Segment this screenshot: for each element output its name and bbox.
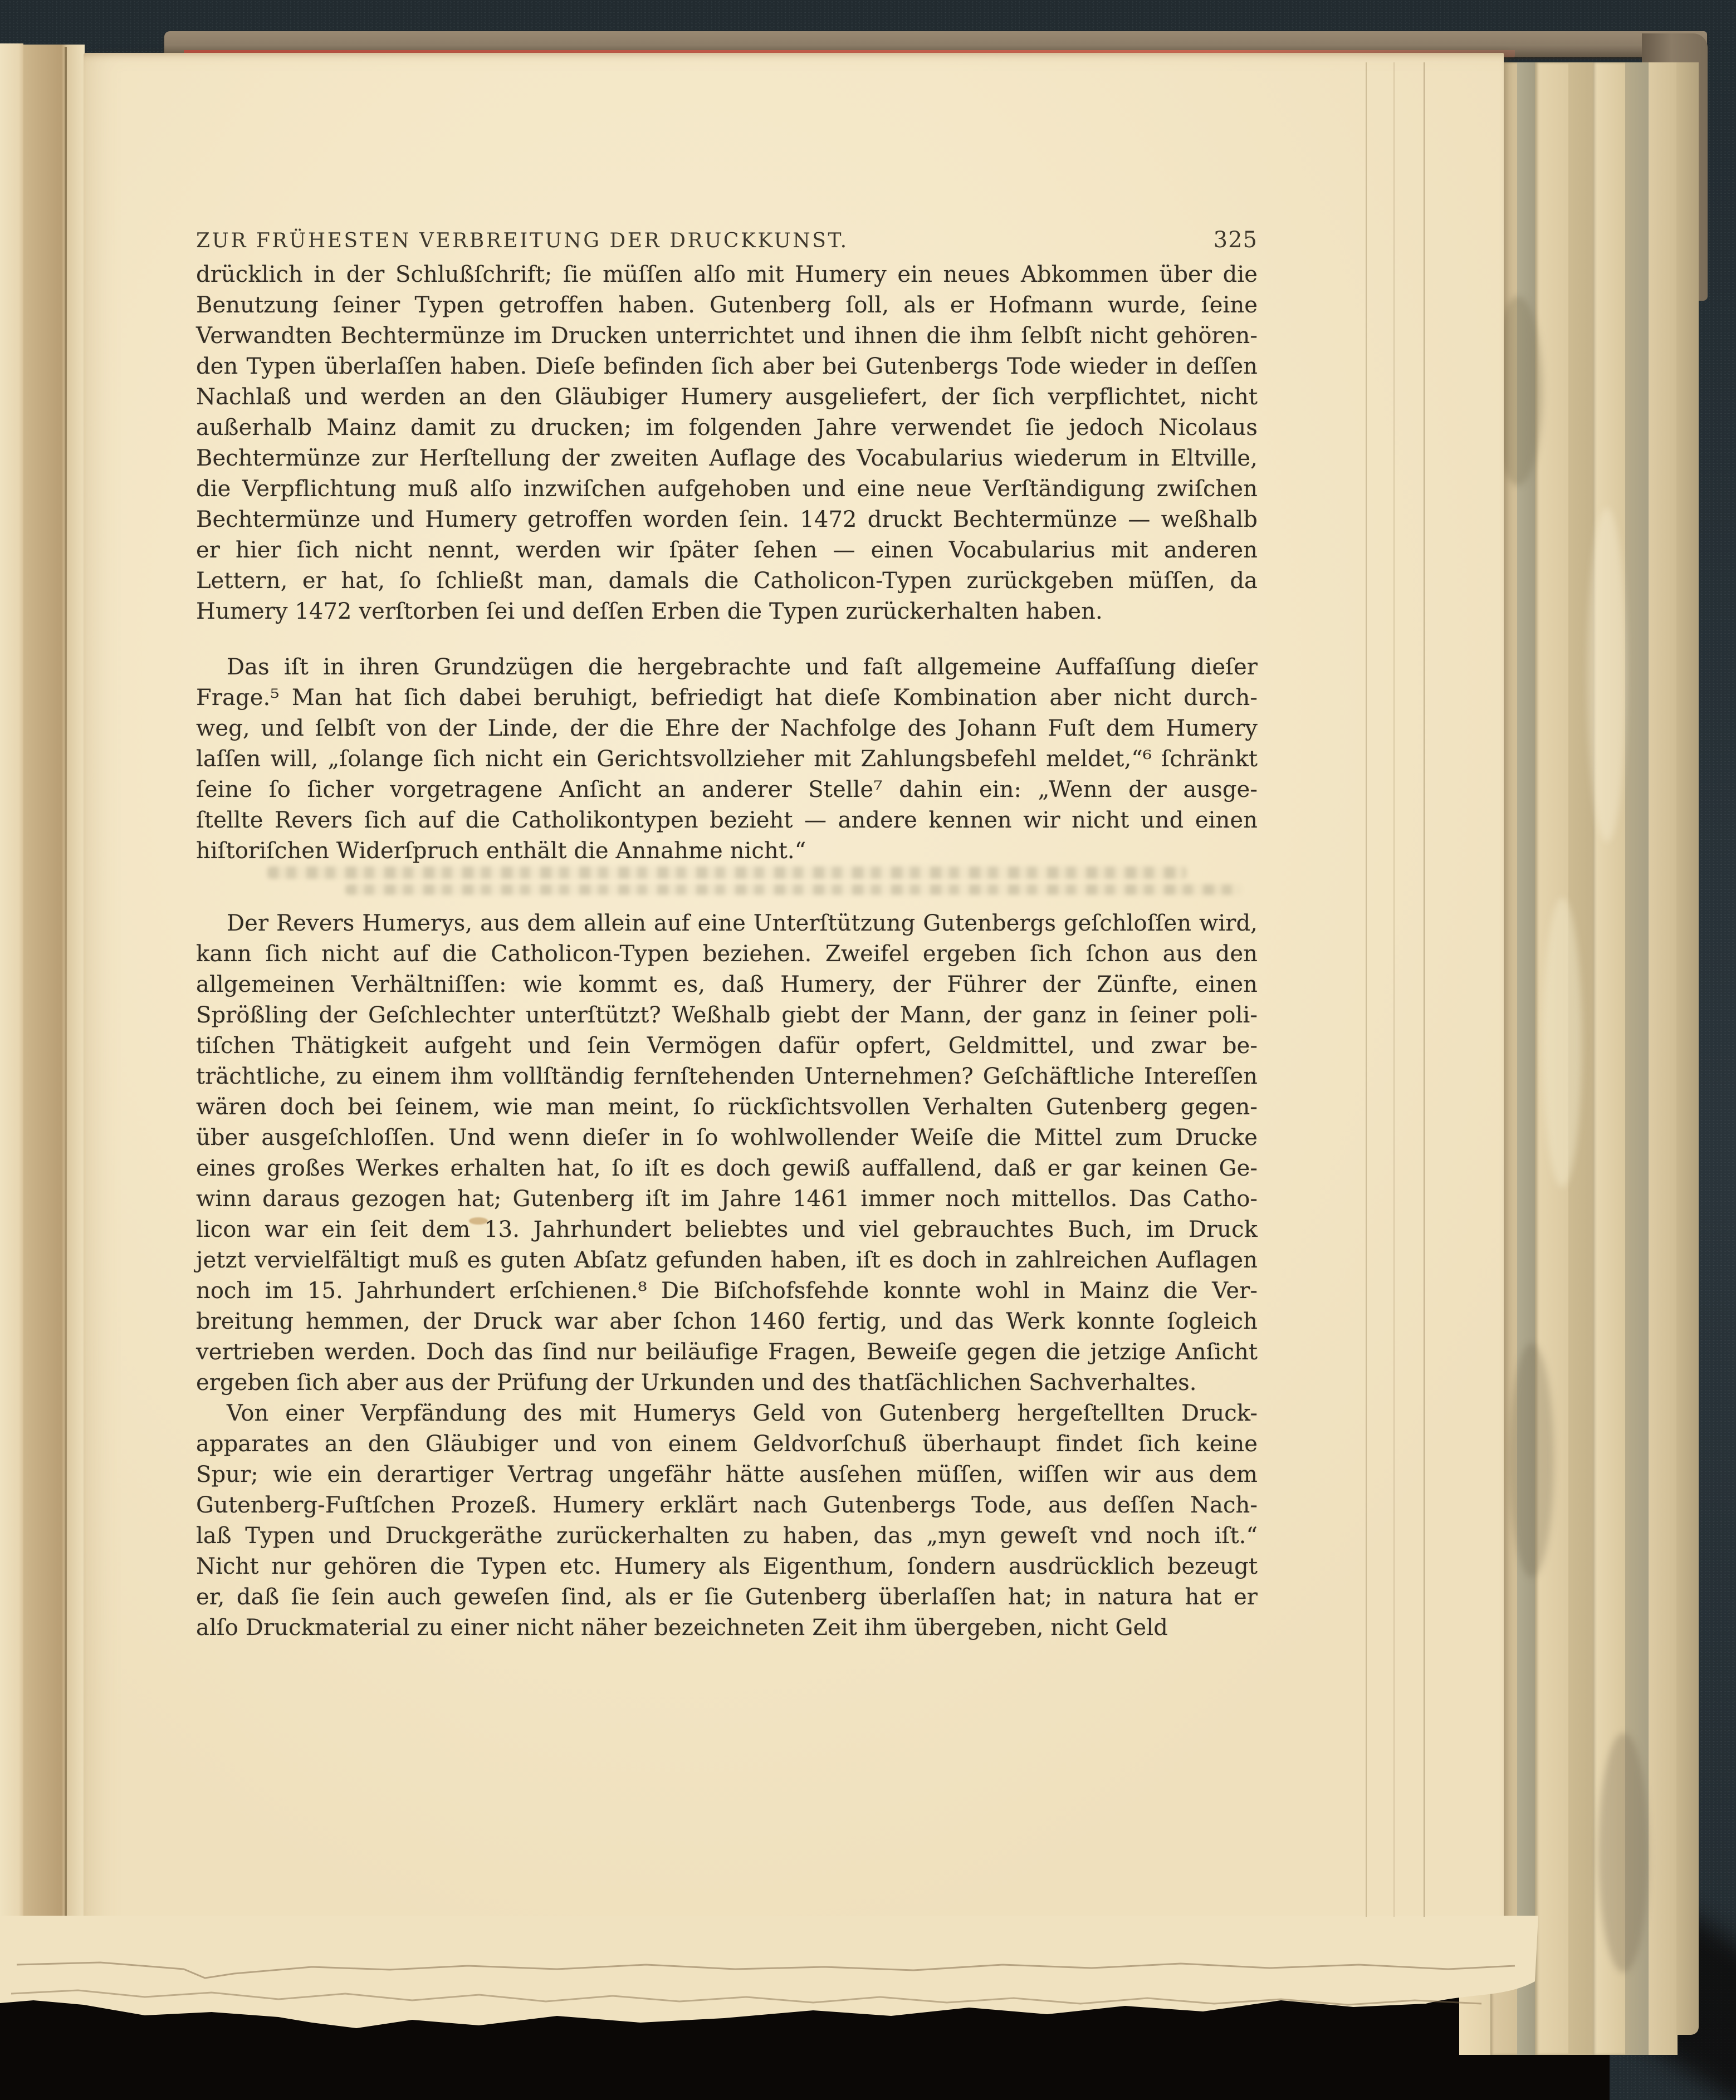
text-line: über ausgeſchloſſen. Und wenn dieſer in ſo wohlwollender Weiſe die Mittel zum Drucke	[196, 1125, 1258, 1151]
text-line: hiſtoriſchen Widerſpruch enthält die Annahme nicht.“	[196, 838, 806, 864]
text-line: weg, und ſelbſt von der Linde, der die Ehre der Nachfolge des Johann Fuſt dem Humery	[196, 716, 1258, 741]
facing-page-sliver	[0, 43, 23, 1995]
text-line: Lettern, er hat, ſo ſchließt man, damals die Catholicon-Typen zurückgeben müſſen, da	[196, 568, 1258, 594]
text-line: kann ſich nicht auf die Catholicon-Typen beziehen. Zweifel ergeben ſich ſchon aus den	[196, 941, 1258, 967]
text-line: noch im 15. Jahrhundert erſchienen.⁸ Die Biſchofsfehde konnte wohl in Mainz die Ver-	[196, 1278, 1258, 1304]
text-line: Benutzung ſeiner Typen getroffen haben. Gutenberg ſoll, als er Hofmann wurde, ſeine	[196, 292, 1258, 318]
paragraph	[196, 652, 1258, 867]
text-line: Das iſt in ihren Grundzügen die hergebrachte und faſt allgemeine Auffaſſung dieſer	[227, 654, 1258, 680]
text-line: wären doch bei ſeinem, wie man meint, ſo rückſichtsvollen Verhalten Gutenberg gegen-	[196, 1094, 1258, 1120]
deckle-strip	[1676, 62, 1699, 2035]
text-line: Frage.⁵ Man hat ſich dabei beruhigt, befriedigt hat dieſe Kombination aber nicht durch-	[196, 685, 1258, 711]
text-line: drücklich in der Schlußſchrift; ſie müſſen alſo mit Humery ein neues Abkommen über die	[196, 262, 1258, 287]
text-line: tiſchen Thätigkeit aufgeht und ſein Vermögen dafür opfert, Geldmittel, und zwar be-	[196, 1033, 1258, 1059]
text-line: apparates an den Gläubiger und von einem Geldvorſchuß überhaupt findet ſich keine	[196, 1431, 1258, 1457]
text-line: Gutenberg-Fuſtſchen Prozeß. Humery erklärt nach Gutenbergs Tode, aus deſſen Nach-	[196, 1492, 1258, 1518]
text-line: vertrieben werden. Doch das ſind nur beiläufige Fragen, Beweiſe gegen die jetzige Anſicht	[196, 1339, 1258, 1365]
gutter	[23, 45, 85, 2000]
text-line: licon war ein ſeit dem 13. Jahrhundert beliebtes und viel gebrauchtes Buch, im Druck	[196, 1217, 1258, 1242]
paragraph	[196, 260, 1258, 627]
text-line: den Typen überlaſſen haben. Dieſe befinden ſich aber bei Gutenbergs Tode wieder in deſſen	[196, 354, 1258, 379]
deckle-texture-blob	[1509, 1343, 1554, 1577]
text-line: Nicht nur gehören die Typen etc. Humery als Eigenthum, ſondern ausdrücklich bezeugt	[196, 1554, 1258, 1579]
page-header	[196, 227, 1258, 260]
text-line: laß Typen und Druckgeräthe zurückerhalten zu haben, das „myn geweſt vnd noch iſt.“	[196, 1523, 1258, 1549]
text-line: Verwandten Bechtermünze im Drucken unterrichtet und ihnen die ihm ſelbſt nicht gehören-	[196, 323, 1258, 349]
text-line: Sprößling der Geſchlechter unterſtützt? Weßhalb giebt der Mann, der ganz in ſeiner poli-	[196, 1002, 1258, 1028]
text-line: Spur; wie ein derartiger Vertrag ungefähr hätte ausſehen müſſen, wiſſen wir aus dem	[196, 1462, 1258, 1487]
text-line: laſſen will, „ſolange ſich nicht ein Gerichtsvollzieher mit Zahlungsbefehl meldet,“⁶ ſchränkt	[196, 746, 1258, 772]
deckle-strip	[1649, 62, 1678, 2055]
page-edge-hairline	[1393, 62, 1395, 1917]
paragraph	[196, 1398, 1258, 1643]
text-line: Nachlaß und werden an den Gläubiger Humery ausgeliefert, der ſich verpflichtet, nicht	[196, 384, 1258, 410]
text-line: eines großes Werkes erhalten hat, ſo iſt es doch gewiß auffallend, daß er gar keinen Ge-	[196, 1156, 1258, 1181]
text-line: Bechtermünze und Humery getroffen worden ſein. 1472 druckt Bechtermünze — weßhalb	[196, 507, 1258, 532]
text-line: Von einer Verpfändung des mit Humerys Geld von Gutenberg hergeſtellten Druck-	[227, 1401, 1258, 1426]
text-line: jetzt vervielfältigt muß es guten Abſatz gefunden haben, iſt es doch in zahlreichen Auflagen	[196, 1247, 1258, 1273]
page-edge-hairline	[1424, 62, 1425, 1917]
text-line: ergeben ſich aber aus der Prüfung der Urkunden und des thatſächlichen Sachverhaltes.	[196, 1370, 1197, 1396]
deckle-texture-blob	[1543, 898, 1582, 1187]
text-line: Bechtermünze zur Herſtellung der zweiten Auflage des Vocabularius wiederum in Eltville,	[196, 446, 1258, 471]
body-text	[196, 260, 1258, 1643]
text-line: außerhalb Mainz damit zu drucken; im folgenden Jahre verwendet ſie jedoch Nicolaus	[196, 415, 1258, 440]
text-line: ſeine ſo ſicher vorgetragene Anſicht an anderer Stelle⁷ dahin ein: „Wenn der ausge-	[196, 777, 1258, 802]
text-line: die Verpflichtung muß alſo inzwiſchen aufgehoben und eine neue Verſtändigung zwiſchen	[196, 476, 1258, 502]
deckle-texture-blob	[1587, 508, 1626, 842]
text-line: allgemeinen Verhältniſſen: wie kommt es, daß Humery, der Führer der Zünfte, einen	[196, 972, 1258, 997]
text-line: Der Revers Humerys, aus dem allein auf eine Unterſtützung Gutenbergs geſchloſſen wird,	[227, 911, 1258, 936]
text-line: ſtellte Revers ſich auf die Catholikontypen bezieht — andere kennen wir nicht und einen	[196, 807, 1258, 833]
text-line: er, daß ſie ſein auch geweſen ſind, als er ſie Gutenberg überlaſſen hat; in natura hat er	[196, 1584, 1258, 1610]
page-edge-hairline	[1366, 62, 1367, 1917]
text-line: Humery 1472 verſtorben ſei und deſſen Erben die Typen zurückerhalten haben.	[196, 599, 1103, 624]
text-line: alſo Druckmaterial zu einer nicht näher bezeichneten Zeit ihm übergeben, nicht Geld	[196, 1615, 1168, 1641]
paragraph	[196, 908, 1258, 1398]
deckle-texture-blob	[1598, 1733, 1649, 1972]
torn-bottom-edge	[0, 1916, 1548, 2100]
text-line: breitung hemmen, der Druck war aber ſchon 1460 fertig, und das Werk konnte ſogleich	[196, 1309, 1258, 1334]
page-content	[196, 227, 1258, 1643]
running-title: ZUR FRÜHESTEN VERBREITUNG DER DRUCKKUNST.	[196, 229, 849, 252]
text-line: winn daraus gezogen hat; Gutenberg iſt im Jahre 1461 immer noch mittellos. Das Catho-	[196, 1186, 1258, 1212]
text-line: trächtliche, zu einem ihm vollſtändig fernſtehenden Unternehmen? Geſchäftliche Intereſſen	[196, 1064, 1258, 1089]
gutter-crease	[65, 47, 67, 1996]
text-line: er hier ſich nicht nennt, werden wir ſpäter ſehen — einen Vocabularius mit anderen	[196, 537, 1258, 563]
page-number: 325	[1213, 227, 1258, 253]
